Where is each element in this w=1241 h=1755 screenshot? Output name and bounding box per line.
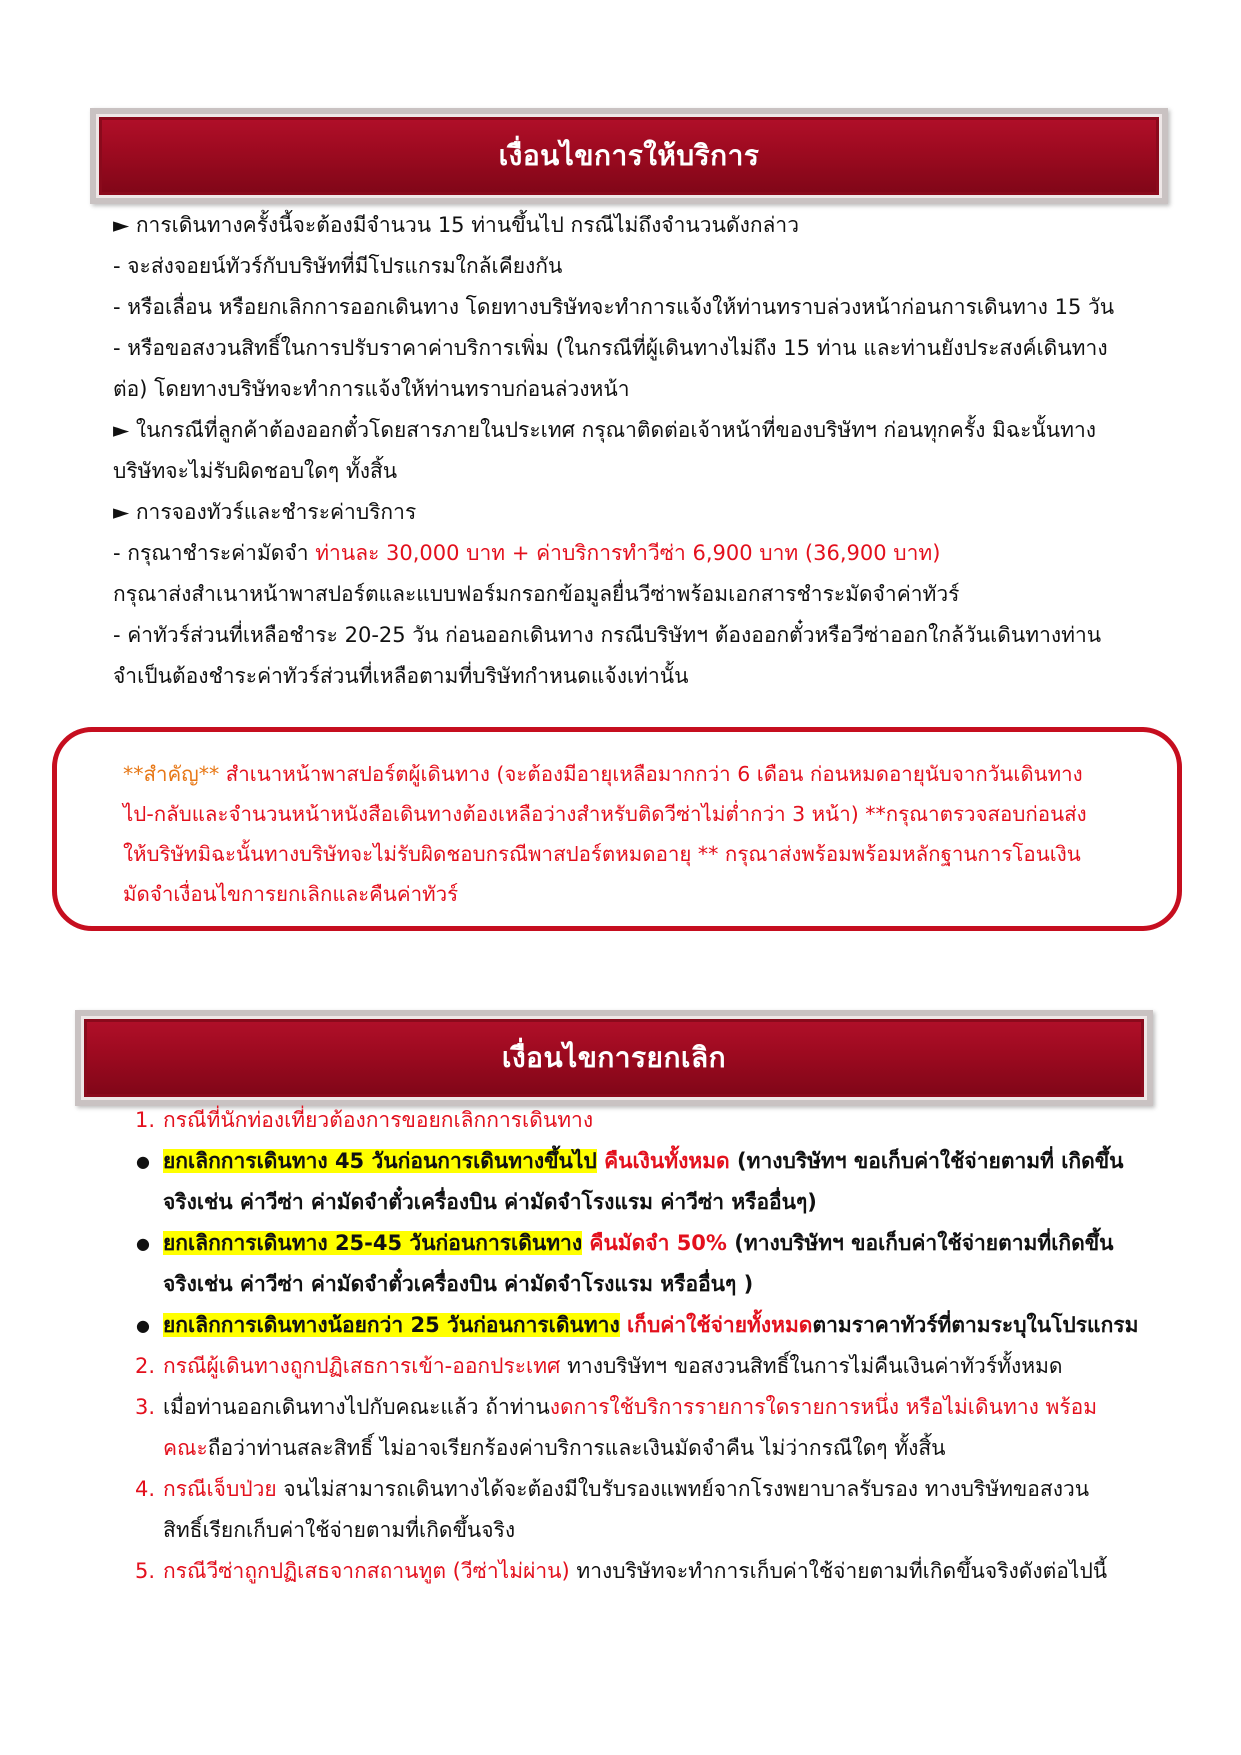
notice-text: สำเนาหน้าพาสปอร์ตผู้เดินทาง (จะต้องมีอายุเหลือมากกว่า 6 เดือน ก่อนหมดอายุนับจากวันเดินทาง [219, 762, 1083, 786]
service-line: ► การจองทัวร์และชำระค่าบริการ [113, 500, 417, 524]
bullet-rest: ตามราคาทัวร์ที่ตามระบุในโปรแกรม [812, 1313, 1139, 1337]
item-prefix: เมื่อท่านออกเดินทางไปกับคณะแล้ว ถ้าท่าน [163, 1395, 550, 1419]
bullet-rest: (ทางบริษัทฯ ขอเก็บค่าใช้จ่ายตามที่เกิดขึ้น [726, 1231, 1114, 1255]
notice-line [123, 754, 1147, 794]
item-number: 2. [135, 1354, 156, 1378]
item-number: 5. [135, 1559, 156, 1583]
service-line: บริษัทจะไม่รับผิดชอบใดๆ ทั้งสิ้น [113, 459, 398, 483]
item-rest: ทางบริษัทฯ ขอสงวนสิทธิ์ในการไม่คืนเงินค่าทัวร์ทั้งหมด [560, 1354, 1063, 1378]
bullet-rest: (ทางบริษัทฯ ขอเก็บค่าใช้จ่ายตามที่ เกิดขึ้น [729, 1149, 1124, 1173]
cancellation-item-3 [113, 1387, 1193, 1469]
bullet-dot: ● [136, 1234, 150, 1253]
item-rest: จนไม่สามารถเดินทางได้จะต้องมีใบรับรองแพทย์จากโรงพยาบาลรับรอง ทางบริษัทขอสงวน [276, 1477, 1090, 1501]
bullet-line2: จริงเช่น ค่าวีซ่า ค่ามัดจำตั๋วเครื่องบิน ค่ามัดจำโรงแรม ค่าวีซ่า หรืออื่นๆ) [163, 1190, 817, 1214]
item-red: กรณีวีซ่าถูกปฏิเสธจากสถานทูต (วีซ่าไม่ผ่าน) [163, 1559, 570, 1583]
item-number: 4. [135, 1477, 156, 1501]
cancellation-bullet-1 [113, 1141, 1193, 1223]
item-red: คณะ [163, 1436, 208, 1460]
bullet-line2: จริงเช่น ค่าวีซ่า ค่ามัดจำตั๋วเครื่องบิน ค่ามัดจำโรงแรม หรืออื่นๆ ) [163, 1272, 754, 1296]
service-line: กรุณาส่งสำเนาหน้าพาสปอร์ตและแบบฟอร์มกรอกข้อมูลยื่นวีซ่าพร้อมเอกสารชำระมัดจำค่าทัวร์ [113, 582, 960, 606]
item-rest: ทางบริษัทจะทำการเก็บค่าใช้จ่ายตามที่เกิดขึ้นจริงดังต่อไปนี้ [569, 1559, 1108, 1583]
cancellation-title: เงื่อนไขการยกเลิก [501, 1041, 727, 1074]
cancellation-bullet-2 [113, 1223, 1193, 1305]
cancellation-bullet-3 [113, 1305, 1193, 1346]
service-line: - หรือขอสงวนสิทธิ์ในการปรับราคาค่าบริการเพิ่ม (ในกรณีที่ผู้เดินทางไม่ถึง 15 ท่าน และท่านยังประสงค์เดินทาง [113, 336, 1108, 360]
service-line: ► ในกรณีที่ลูกค้าต้องออกตั๋วโดยสารภายในประเทศ กรุณาติดต่อเจ้าหน้าที่ของบริษัทฯ ก่อนทุกครั้ง มิฉะนั้นทาง [113, 418, 1097, 442]
cancellation-item-2 [113, 1346, 1193, 1387]
deposit-amount: ท่านละ 30,000 บาท + ค่าบริการทำวีซ่า 6,900 บาท (36,900 บาท) [315, 541, 941, 565]
deposit-prefix: - กรุณาชำระค่ามัดจำ [113, 541, 316, 565]
service-line: - ค่าทัวร์ส่วนที่เหลือชำระ 20-25 วัน ก่อนออกเดินทาง กรณีบริษัทฯ ต้องออกตั๋วหรือวีซ่าออกใกล้วันเดินทางท่าน [113, 623, 1102, 647]
service-line: - จะส่งจอยน์ทัวร์กับบริษัทที่มีโปรแกรมใกล้เคียงกัน [113, 254, 563, 278]
item-number: 1. [135, 1108, 156, 1132]
cancellation-banner [75, 1010, 1153, 1106]
item-red: กรณีเจ็บป่วย [163, 1477, 277, 1501]
item-red: งดการใช้บริการรายการใดรายการหนึ่ง หรือไม่เดินทาง พร้อม [549, 1395, 1098, 1419]
service-conditions-title: เงื่อนไขการให้บริการ [498, 139, 760, 172]
important-label: **สำคัญ** [123, 762, 220, 786]
service-line: ► การเดินทางครั้งนี้จะต้องมีจำนวน 15 ท่านขึ้นไป กรณีไม่ถึงจำนวนดังกล่าว [113, 213, 799, 237]
bullet-red: คืนมัดจำ 50% [582, 1231, 727, 1255]
notice-line: ไป-กลับและจำนวนหน้าหนังสือเดินทางต้องเหลือว่างสำหรับติดวีซ่าไม่ต่ำกว่า 3 หน้า) **กรุณาตรวจสอบก่อนส่ง [123, 802, 1087, 826]
bullet-highlight: ยกเลิกการเดินทางน้อยกว่า 25 วันก่อนการเดินทาง [163, 1313, 620, 1337]
notice-line: ให้บริษัทมิฉะนั้นทางบริษัทจะไม่รับผิดชอบกรณีพาสปอร์ตหมดอายุ ** กรุณาส่งพร้อมพร้อมหลักฐานการโอนเงิน [123, 842, 1081, 866]
bullet-red: คืนเงินทั้งหมด [596, 1149, 730, 1173]
item-red: กรณีผู้เดินทางถูกปฏิเสธการเข้า-ออกประเทศ [163, 1354, 561, 1378]
bullet-dot: ● [136, 1152, 150, 1171]
cancellation-body [113, 1100, 1193, 1592]
service-conditions-banner [90, 108, 1168, 204]
item-number: 3. [135, 1395, 156, 1419]
service-conditions-body [113, 205, 1173, 697]
cancellation-item-4 [113, 1469, 1193, 1551]
item-text: กรณีที่นักท่องเที่ยวต้องการขอยกเลิกการเดินทาง [163, 1108, 594, 1132]
passport-notice-box [52, 727, 1182, 931]
service-line: ต่อ) โดยทางบริษัทจะทำการแจ้งให้ท่านทราบก่อนล่วงหน้า [113, 377, 630, 401]
bullet-highlight: ยกเลิกการเดินทาง 25-45 วันก่อนการเดินทาง [163, 1231, 583, 1255]
item-line2: สิทธิ์เรียกเก็บค่าใช้จ่ายตามที่เกิดขึ้นจริง [163, 1518, 516, 1542]
deposit-line [113, 533, 1173, 574]
service-line: - หรือเลื่อน หรือยกเลิกการออกเดินทาง โดยทางบริษัทจะทำการแจ้งให้ท่านทราบล่วงหน้าก่อนการเดินทาง 15 วัน [113, 295, 1115, 319]
cancellation-item-1 [113, 1100, 1193, 1141]
bullet-highlight: ยกเลิกการเดินทาง 45 วันก่อนการเดินทางขึ้นไป [163, 1149, 597, 1173]
cancellation-item-5 [113, 1551, 1193, 1592]
item-rest: ถือว่าท่านสละสิทธิ์ ไม่อาจเรียกร้องค่าบริการและเงินมัดจำคืน ไม่ว่ากรณีใดๆ ทั้งสิ้น [207, 1436, 946, 1460]
notice-line: มัดจำเงื่อนไขการยกเลิกและคืนค่าทัวร์ [123, 882, 459, 906]
bullet-red: เก็บค่าใช้จ่ายทั้งหมด [619, 1313, 813, 1337]
bullet-dot: ● [136, 1316, 150, 1335]
service-line: จำเป็นต้องชำระค่าทัวร์ส่วนที่เหลือตามที่บริษัทกำหนดแจ้งเท่านั้น [113, 664, 689, 688]
